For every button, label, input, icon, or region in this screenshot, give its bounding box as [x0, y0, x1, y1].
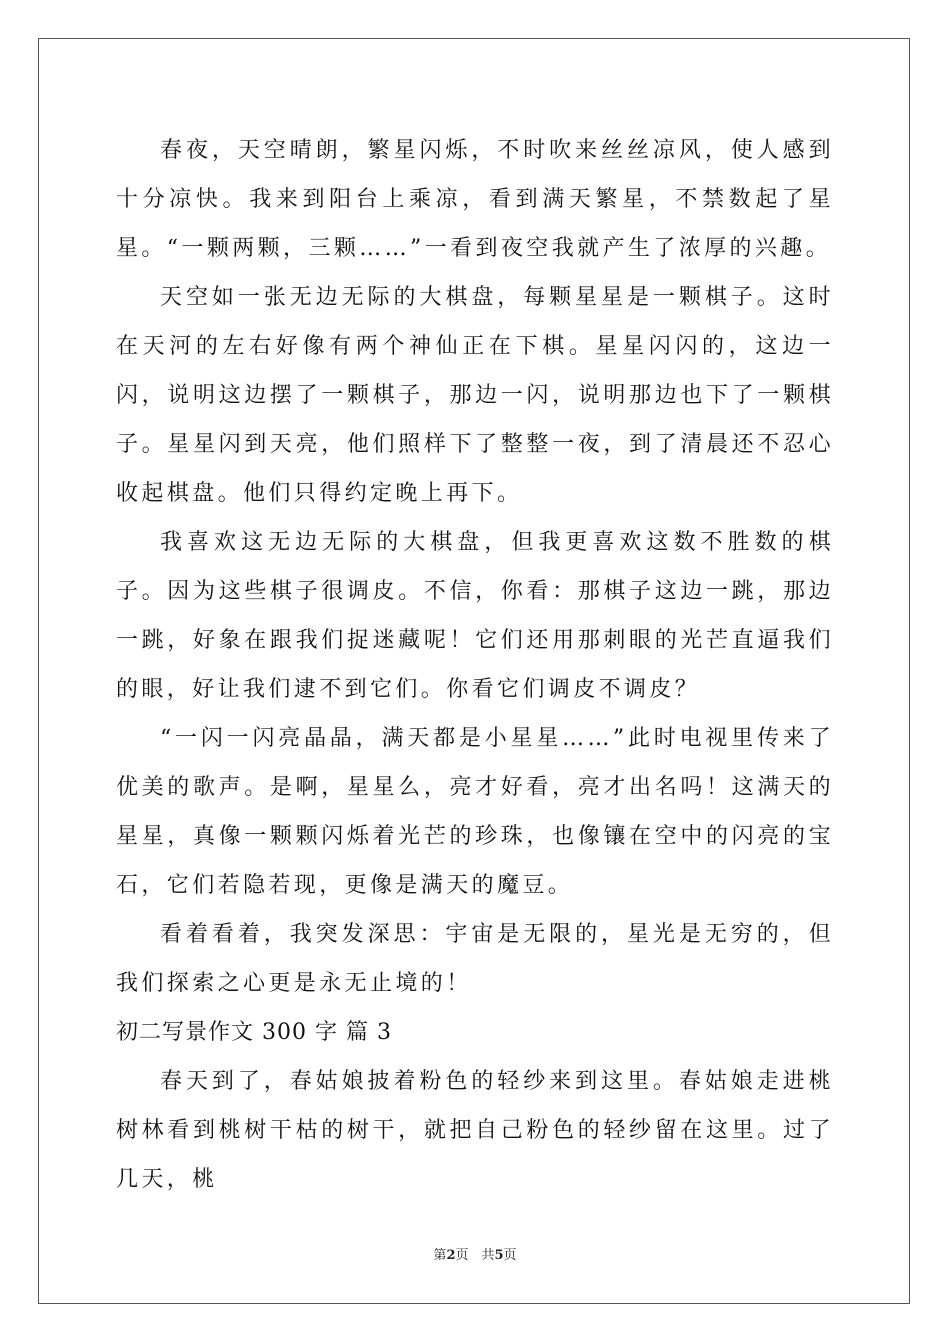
- document-body: [116, 126, 834, 1204]
- page-footer: [0, 1244, 950, 1263]
- paragraph: 天空如一张无边无际的大棋盘，每颗星星是一颗棋子。这时在天河的左右好像有两个神仙正在下棋。星星闪闪的，这边一闪，说明这边摆了一颗棋子，那边一闪，说明那边也下了一颗棋子。星星闪到天亮，他们照样下了整整一夜，到了清晨还不忍心收起棋盘。他们只得约定晚上再下。: [116, 285, 834, 506]
- paragraph: 春夜，天空晴朗，繁星闪烁，不时吹来丝丝凉风，使人感到十分凉快。我来到阳台上乘凉，看到满天繁星，不禁数起了星星。“一颗两颗，三颗……”一看到夜空我就产生了浓厚的兴趣。: [116, 138, 834, 261]
- total-page-number: 5: [494, 1248, 504, 1263]
- section-heading: 初二写景作文 300 字 篇 3: [116, 1020, 392, 1045]
- page-prefix: 第: [433, 1248, 447, 1263]
- paragraph: 春天到了，春姑娘披着粉色的轻纱来到这里。春姑娘走进桃树林看到桃树干枯的树干，就把自己粉色的轻纱留在这里。过了几天，桃: [116, 1069, 834, 1192]
- paragraph: 看着看着，我突发深思：宇宙是无限的，星光是无穷的，但我们探索之心更是永无止境的！: [116, 922, 834, 996]
- paragraph: 我喜欢这无边无际的大棋盘，但我更喜欢这数不胜数的棋子。因为这些棋子很调皮。不信，你看：那棋子这边一跳，那边一跳，好象在跟我们捉迷藏呢！它们还用那刺眼的光芒直逼我们的眼，好让我们逮不到它们。你看它们调皮不调皮？: [116, 530, 834, 702]
- paragraph: “一闪一闪亮晶晶，满天都是小星星……”此时电视里传来了优美的歌声。是啊，星星么，亮才好看，亮才出名吗！这满天的星星，真像一颗颗闪烁着光芒的珍珠，也像镶在空中的闪亮的宝石，它们若隐若现，更像是满天的魔豆。: [116, 726, 834, 898]
- current-page-number: 2: [446, 1248, 456, 1263]
- page-suffix: 页: [503, 1248, 517, 1263]
- page-mid: 页 共: [455, 1248, 495, 1263]
